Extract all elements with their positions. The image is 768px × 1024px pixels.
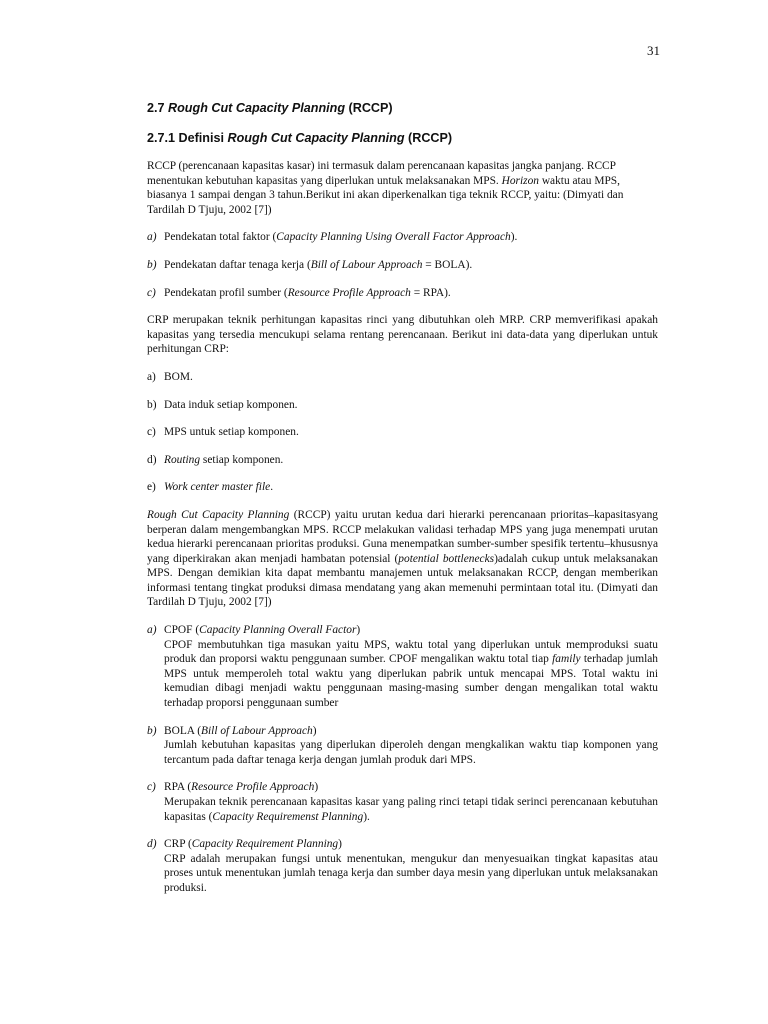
rccp-italic-bottlenecks: potential bottlenecks <box>398 552 495 565</box>
approach-item <box>147 286 658 301</box>
crp-data-text <box>164 371 193 383</box>
technique-title: CRP (Capacity Requirement Planning) <box>164 838 342 851</box>
section-heading <box>147 100 658 116</box>
list-marker: b) <box>147 398 157 411</box>
subsection-prefix: Definisi <box>178 131 225 145</box>
list-marker: a) <box>147 624 157 637</box>
crp-data-text-pre: BOM. <box>164 370 193 383</box>
list-marker: c) <box>147 426 156 439</box>
technique-abbr: BOLA <box>164 724 195 737</box>
list-marker: a) <box>147 231 157 244</box>
technique-desc-text-end: terhadap jumlah MPS untuk memperoleh total waktu yang diperlukan pabrik untuk mencapai MPS. Total waktu ini kemudian dibagi menjadi waktu penggunaan masing-masing sumber dengan mengalikan total waktu terhadap proporsi penggunaan sumber <box>164 653 659 710</box>
technique-full-name: Bill of Labour Approach <box>201 724 313 737</box>
approach-text-italic: Resource Profile Approach <box>287 286 411 299</box>
technique-desc-text: CPOF membutuhkan tiga masukan yaitu MPS, waktu total yang diperlukan untuk memproduksi suatu produk dan proporsi waktu penggunaan sumber. CPOF mengalikan waktu total tiap <box>164 638 658 666</box>
approach-text-post: ). <box>510 231 518 244</box>
technique-desc-text: CRP adalah merupakan fungsi untuk menentukan, mengukur dan menyesuaikan tingkat kapasitas atau proses untuk menentukan jumlah tenaga kerja dan sumber daya mesin yang diperlukan untuk melaksanakan produksi. <box>164 852 658 894</box>
crp-data-list <box>147 370 658 495</box>
crp-data-item <box>147 425 658 440</box>
approach-text-post: = RPA). <box>410 286 451 299</box>
crp-data-item <box>147 370 658 385</box>
technique-abbr: RPA <box>164 781 185 794</box>
approach-text-post: = BOLA). <box>422 258 473 271</box>
crp-data-text <box>164 426 299 438</box>
technique-full-name: Capacity Requirement Planning <box>191 838 339 851</box>
list-marker: d) <box>147 838 157 851</box>
technique-full-name: Capacity Planning Overall Factor <box>199 624 357 637</box>
approach-text-italic: Bill of Labour Approach <box>310 258 423 271</box>
technique-item <box>147 780 658 824</box>
technique-full-name: Resource Profile Approach <box>191 781 315 794</box>
list-marker: c) <box>147 781 156 794</box>
rccp-paragraph <box>147 508 658 610</box>
section-suffix: (RCCP) <box>348 101 393 115</box>
intro-paragraph <box>147 159 658 217</box>
page-content <box>147 100 658 909</box>
crp-data-text-post: . <box>270 481 274 494</box>
list-marker: b) <box>147 258 157 271</box>
approach-text-pre: Pendekatan total faktor ( <box>164 231 277 244</box>
technique-title: RPA (Resource Profile Approach) <box>164 781 319 794</box>
rccp-text: (RCCP) yaitu urutan kedua dari hierarki perencanaan prioritas–kapasitasyang berperan dalam mengembangkan MPS. RCCP melakukan validasi terhadap MPS yang juga menempati urutan kedua hierarki perencanaan prioritas produksi. Guna menempatkan sumber-sumber spesifik tertentu–khususnya yang diperkirakan akan menjadi hambatan potensial ( <box>147 508 658 565</box>
technique-description <box>164 795 658 824</box>
list-marker: c) <box>147 286 156 299</box>
technique-title: BOLA (Bill of Labour Approach) <box>164 724 317 737</box>
section-number: 2.7 <box>147 101 165 115</box>
subsection-suffix: (RCCP) <box>408 131 453 145</box>
crp-data-text <box>164 481 273 493</box>
crp-data-item <box>147 480 658 495</box>
technique-desc-text: Jumlah kebutuhan kapasitas yang diperlukan diperoleh dengan mengkalikan waktu tiap komponen yang tercantum pada daftar tenaga kerja dengan jumlah produk dari MPS. <box>164 739 658 766</box>
approach-text-pre: Pendekatan daftar tenaga kerja ( <box>164 258 311 271</box>
approach-text <box>164 231 517 243</box>
technique-desc-italic: Capacity Requiremenst Planning <box>212 810 364 823</box>
subsection-heading <box>147 130 658 146</box>
intro-text-end: waktu atau MPS, biasanya 1 sampai dengan 3 tahun.Berikut ini akan diperkenalkan tiga teknik RCCP, yaitu: (Dimyati dan Tardilah D Tjuju, 2002 [7]) <box>147 174 624 216</box>
crp-data-text-pre: Data induk setiap komponen. <box>164 398 298 411</box>
subsection-title: Rough Cut Capacity Planning <box>227 131 405 145</box>
crp-intro-paragraph: CRP merupakan teknik perhitungan kapasitas rinci yang dibutuhkan oleh MRP. CRP memverifikasi apakah kapasitas yang tersedia mencukupi selama rentang perencanaan. Berikut ini data-data yang diperlukan untuk perhitungan CRP: <box>147 314 658 356</box>
approach-text <box>164 287 451 299</box>
intro-text: RCCP (perencanaan kapasitas kasar) ini termasuk dalam perencanaan kapasitas jangka panjang. RCCP menentukan kebutuhan kapasitas yang diperlukan untuk melaksanakan MPS. <box>147 160 616 187</box>
approach-text-pre: Pendekatan profil sumber ( <box>164 286 288 299</box>
section-title: Rough Cut Capacity Planning <box>168 101 346 115</box>
crp-data-item <box>147 398 658 413</box>
crp-data-text-post: setiap komponen. <box>200 453 284 466</box>
crp-data-text <box>164 399 298 411</box>
crp-data-text-pre: MPS untuk setiap komponen. <box>164 426 299 439</box>
approach-item <box>147 230 658 245</box>
technique-list <box>147 623 658 896</box>
technique-description <box>164 738 658 767</box>
list-marker: a) <box>147 370 156 383</box>
technique-description <box>164 852 658 896</box>
technique-description <box>164 638 658 711</box>
approach-text <box>164 259 472 271</box>
crp-data-text-italic: Work center master file <box>164 481 271 494</box>
crp-data-text <box>164 454 283 466</box>
rccp-text-end: )adalah cukup untuk melaksanakan MPS. Dengan demikian kita dapat membantu manajemen untuk melaksanakan RCCP, dengan memberikan informasi tentang tingkat produksi dimasa mendatang yang akan memenuhi permintaan total itu. (Dimyati dan Tardilah D Tjuju, 2002 [7]) <box>147 552 658 609</box>
approach-list <box>147 230 658 300</box>
list-marker: d) <box>147 453 157 466</box>
technique-desc-text: Merupakan teknik perencanaan kapasitas kasar yang paling rinci tetapi tidak serinci perencanaan kebutuhan kapasitas ( <box>164 796 658 823</box>
approach-text-italic: Capacity Planning Using Overall Factor Approach <box>276 231 511 244</box>
list-marker: e) <box>147 481 156 494</box>
technique-desc-italic: family <box>552 653 581 666</box>
crp-data-item <box>147 453 658 468</box>
rccp-italic-term: Rough Cut Capacity Planning <box>147 508 290 521</box>
technique-item <box>147 623 658 711</box>
list-marker: b) <box>147 724 157 737</box>
technique-abbr: CPOF <box>164 624 193 637</box>
technique-item <box>147 837 658 895</box>
technique-abbr: CRP <box>164 838 186 851</box>
technique-desc-text-end: ). <box>363 810 370 823</box>
technique-title: CPOF (Capacity Planning Overall Factor) <box>164 624 361 637</box>
technique-item <box>147 724 658 768</box>
subsection-number: 2.7.1 <box>147 131 176 145</box>
page-number: 31 <box>647 43 660 58</box>
approach-item <box>147 258 658 273</box>
intro-italic: Horizon <box>501 174 539 187</box>
crp-data-text-italic: Routing <box>164 453 201 466</box>
